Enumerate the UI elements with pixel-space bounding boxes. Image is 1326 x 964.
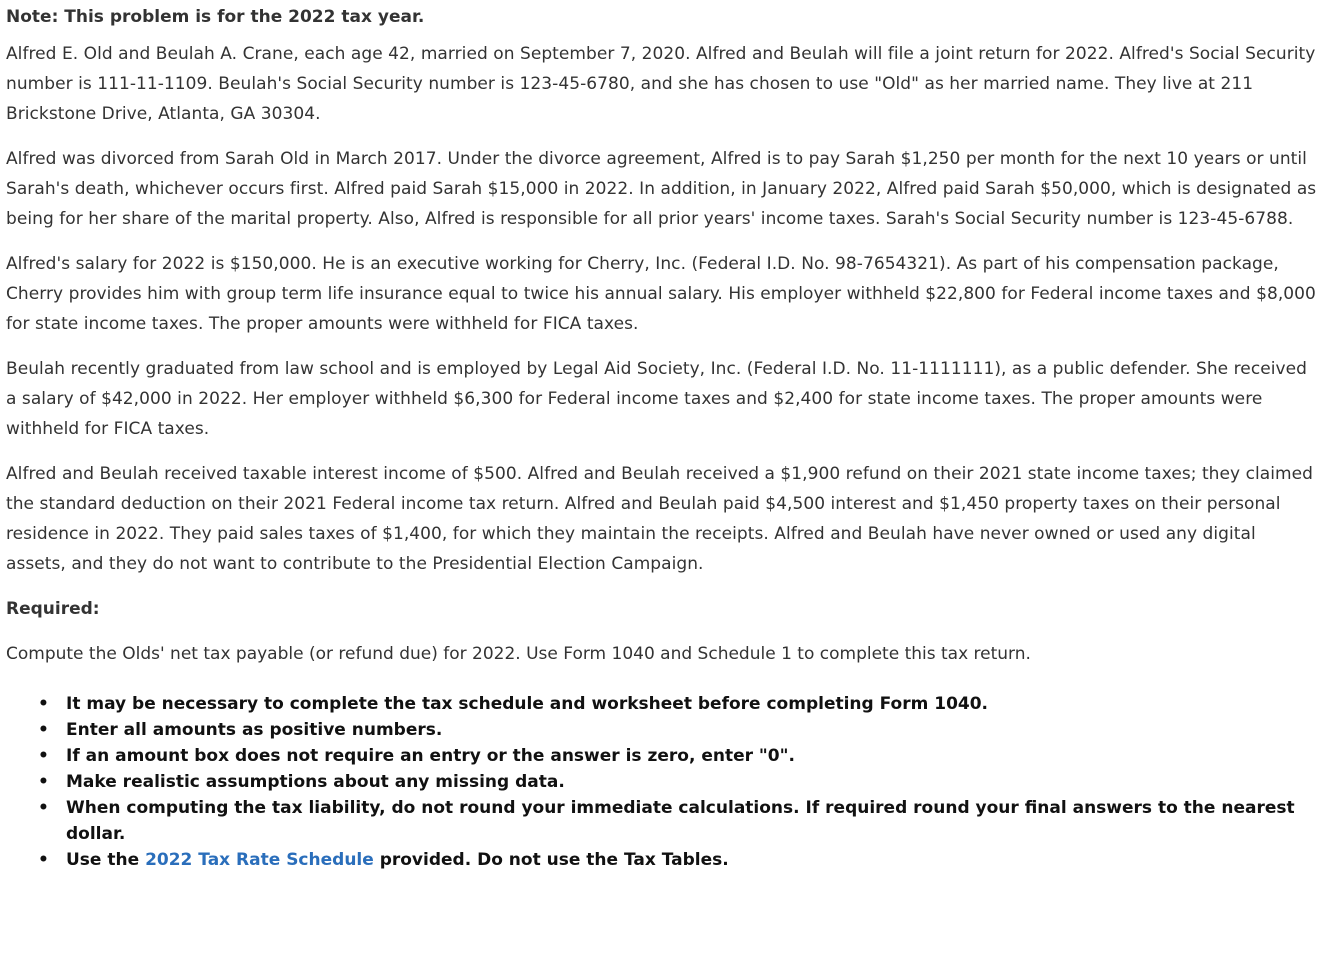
instruction-text-before: Use the <box>66 850 146 870</box>
instruction-text: It may be necessary to complete the tax schedule and worksheet before completing Form 1040. <box>66 694 989 714</box>
instruction-text-after: provided. Do not use the Tax Tables. <box>373 850 729 870</box>
bullet-icon: • <box>38 772 49 792</box>
required-heading: Required: <box>6 599 100 619</box>
bullet-icon: • <box>38 746 49 766</box>
instruction-item <box>6 717 1320 743</box>
instruction-text: Make realistic assumptions about any missing data. <box>66 772 565 792</box>
bullet-icon: • <box>38 694 49 714</box>
task-statement: Compute the Olds' net tax payable (or refund due) for 2022. Use Form 1040 and Schedule 1 to complete this tax return. <box>6 644 1031 664</box>
instruction-item <box>6 769 1320 795</box>
instruction-text: Enter all amounts as positive numbers. <box>66 720 443 740</box>
instruction-item <box>6 743 1320 769</box>
instruction-text: If an amount box does not require an entry or the answer is zero, enter "0". <box>66 746 795 766</box>
bullet-icon: • <box>38 720 49 740</box>
instructions-list <box>6 691 1320 873</box>
bullet-icon: • <box>38 798 49 818</box>
paragraph-alfred-salary: Alfred's salary for 2022 is $150,000. He is an executive working for Cherry, Inc. (Federal I.D. No. 98-7654321). As part of his compensation package, Cherry provides him with group term life insurance equal to twice his annual salary. His employer withheld $22,800 for Federal income taxes and $8,000 for state income taxes. The proper amounts were withheld for FICA taxes. <box>6 254 1316 334</box>
paragraph-interest-taxes: Alfred and Beulah received taxable interest income of $500. Alfred and Beulah received a $1,900 refund on their 2021 state income taxes; they claimed the standard deduction on their 2021 Federal income tax return. Alfred and Beulah paid $4,500 interest and $1,450 property taxes on their personal residence in 2022. They paid sales taxes of $1,400, for which they maintain the receipts. Alfred and Beulah have never owned or used any digital assets, and they do not want to contribute to the Presidential Election Campaign. <box>6 464 1313 574</box>
instruction-item <box>6 795 1320 847</box>
paragraph-divorce: Alfred was divorced from Sarah Old in March 2017. Under the divorce agreement, Alfred is to pay Sarah $1,250 per month for the next 10 years or until Sarah's death, whichever occurs first. Alfred paid Sarah $15,000 in 2022. In addition, in January 2022, Alfred paid Sarah $50,000, which is designated as being for her share of the marital property. Also, Alfred is responsible for all prior years' income taxes. Sarah's Social Security number is 123-45-6788. <box>6 149 1317 229</box>
paragraph-beulah-salary: Beulah recently graduated from law school and is employed by Legal Aid Society, Inc. (Federal I.D. No. 11-1111111), as a public defender. She received a salary of $42,000 in 2022. Her employer withheld $6,300 for Federal income taxes and $2,400 for state income taxes. The proper amounts were withheld for FICA taxes. <box>6 359 1307 439</box>
bullet-icon: • <box>38 850 49 870</box>
note-heading: Note: This problem is for the 2022 tax year. <box>6 7 425 27</box>
instruction-item <box>6 847 1320 873</box>
instruction-item <box>6 691 1320 717</box>
tax-rate-schedule-link[interactable]: 2022 Tax Rate Schedule <box>145 850 374 870</box>
instruction-text: When computing the tax liability, do not round your immediate calculations. If required round your final answers to the nearest dollar. <box>66 798 1295 844</box>
paragraph-filing-info: Alfred E. Old and Beulah A. Crane, each age 42, married on September 7, 2020. Alfred and Beulah will file a joint return for 2022. Alfred's Social Security number is 111-11-1109. Beulah's Social Security number is 123-45-6780, and she has chosen to use "Old" as her married name. They live at 211 Brickstone Drive, Atlanta, GA 30304. <box>6 44 1316 124</box>
